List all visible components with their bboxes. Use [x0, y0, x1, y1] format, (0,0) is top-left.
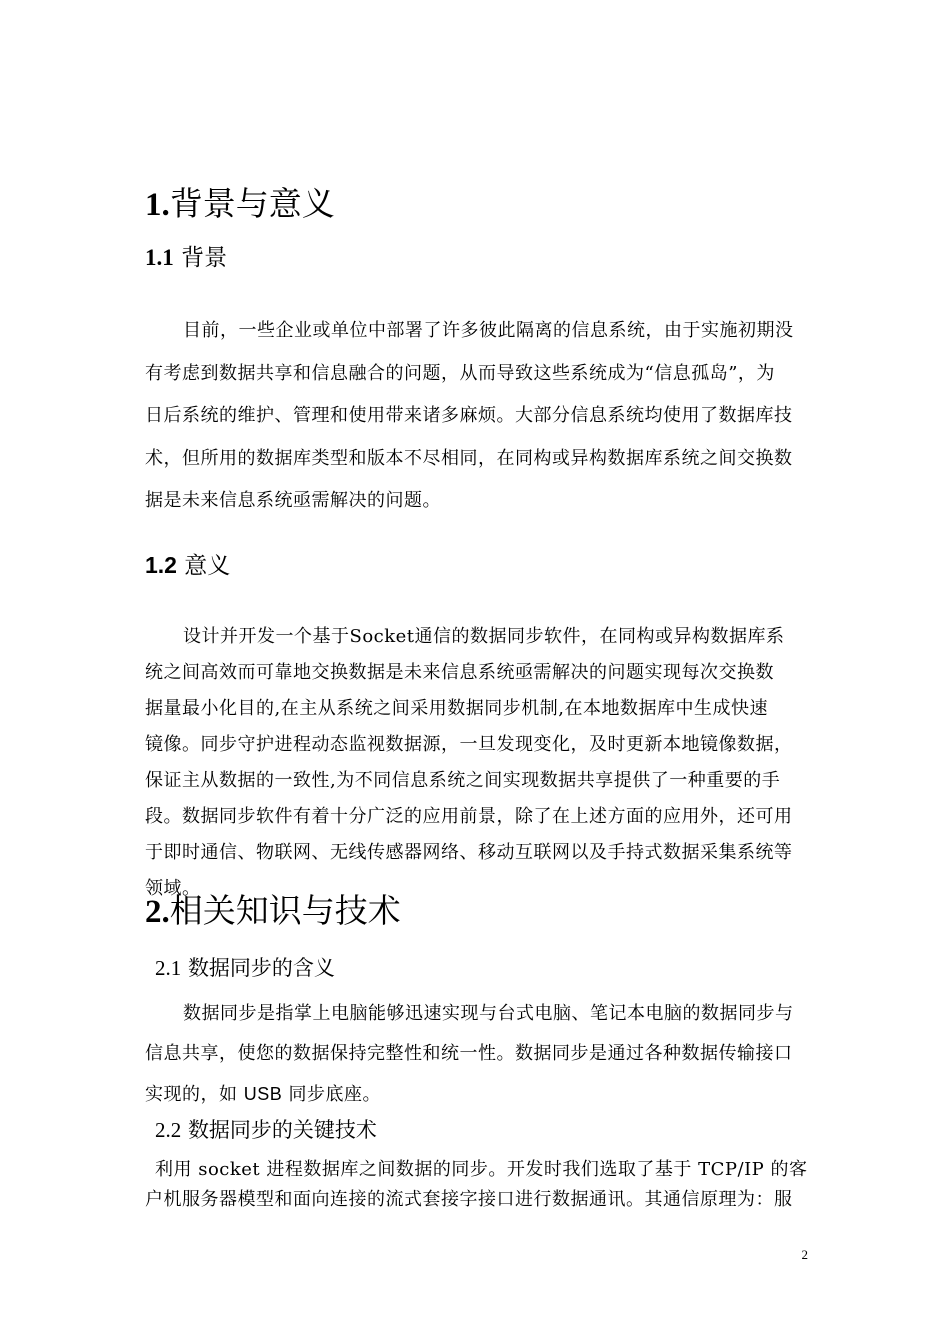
text-fragment: 实现的，如	[145, 1084, 244, 1105]
paragraph-line	[145, 1079, 815, 1119]
paragraph-significance	[145, 622, 815, 910]
paragraph-line: 领域。	[145, 878, 201, 899]
paragraph-line: 有考虑到数据共享和信息融合的问题，从而导致这些系统成为“信息孤岛”，为	[145, 362, 775, 384]
text-fragment: 同步底座。	[282, 1084, 381, 1105]
section-heading-1	[145, 184, 335, 225]
paragraph-line: 保证主从数据的一致性,为不同信息系统之间实现数据共享提供了一种重要的手	[145, 770, 781, 791]
paragraph-line: 数据同步是指掌上电脑能够迅速实现与台式电脑、笔记本电脑的数据同步与	[183, 1003, 794, 1024]
paragraph-line: 目前，一些企业或单位中部署了许多彼此隔离的信息系统，由于实施初期没	[183, 320, 794, 341]
subsection-title: 数据同步的含义	[187, 956, 335, 980]
paragraph-line: 户机服务器模型和面向连接的流式套接字接口进行数据通讯。其通信原理为：服	[145, 1189, 793, 1210]
subsection-number: 1.2	[145, 552, 177, 578]
usb-term: USB	[243, 1084, 283, 1104]
section-heading-2	[145, 891, 401, 932]
section-number: 1.	[145, 187, 170, 223]
subsection-title: 背景	[181, 245, 228, 271]
section-title: 相关知识与技术	[169, 891, 401, 930]
subsection-heading-2-2	[155, 1115, 377, 1145]
paragraph-line: 统之间高效而可靠地交换数据是未来信息系统亟需解决的问题实现每次交换数	[145, 662, 774, 683]
page-number: 2	[801, 1247, 808, 1262]
paragraph-line: 信息共享，使您的数据保持完整性和统一性。数据同步是通过各种数据传输接口	[145, 1043, 793, 1064]
paragraph-line: 日后系统的维护、管理和使用带来诸多麻烦。大部分信息系统均使用了数据库技	[145, 405, 793, 426]
section-title: 背景与意义	[169, 184, 335, 223]
subsection-heading-2-1	[155, 953, 335, 983]
paragraph-key-technology	[145, 1155, 815, 1215]
subsection-title: 数据同步的关键技术	[187, 1118, 377, 1142]
paragraph-sync-meaning	[145, 999, 815, 1119]
subsection-number: 1.1	[145, 245, 174, 270]
subsection-number: 2.2	[155, 1118, 182, 1142]
paragraph-line: 段。数据同步软件有着十分广泛的应用前景，除了在上述方面的应用外，还可用	[145, 806, 793, 827]
paragraph-background	[145, 316, 815, 529]
paragraph-line: 于即时通信、物联网、无线传感器网络、移动互联网以及手持式数据采集系统等	[145, 842, 793, 863]
subsection-heading-1-1	[145, 243, 227, 273]
paragraph-line: 据是未来信息系统亟需解决的问题。	[145, 490, 441, 511]
paragraph-line: 利用 socket 进程数据库之间数据的同步。开发时我们选取了基于 TCP/IP 的客	[155, 1159, 808, 1180]
paragraph-line: 镜像。同步守护进程动态监视数据源，一旦发现变化，及时更新本地镜像数据，	[145, 734, 793, 755]
subsection-title: 意义	[184, 553, 231, 579]
subsection-number: 2.1	[155, 956, 182, 980]
paragraph-line: 术，但所用的数据库类型和版本不尽相同，在同构或异构数据库系统之间交换数	[145, 447, 793, 469]
section-number: 2.	[145, 894, 170, 930]
paragraph-line: 设计并开发一个基于Socket通信的数据同步软件，在同构或异构数据库系	[183, 626, 785, 647]
paragraph-line: 据量最小化目的,在主从系统之间采用数据同步机制,在本地数据库中生成快速	[145, 698, 768, 719]
subsection-heading-1-2	[145, 550, 230, 581]
